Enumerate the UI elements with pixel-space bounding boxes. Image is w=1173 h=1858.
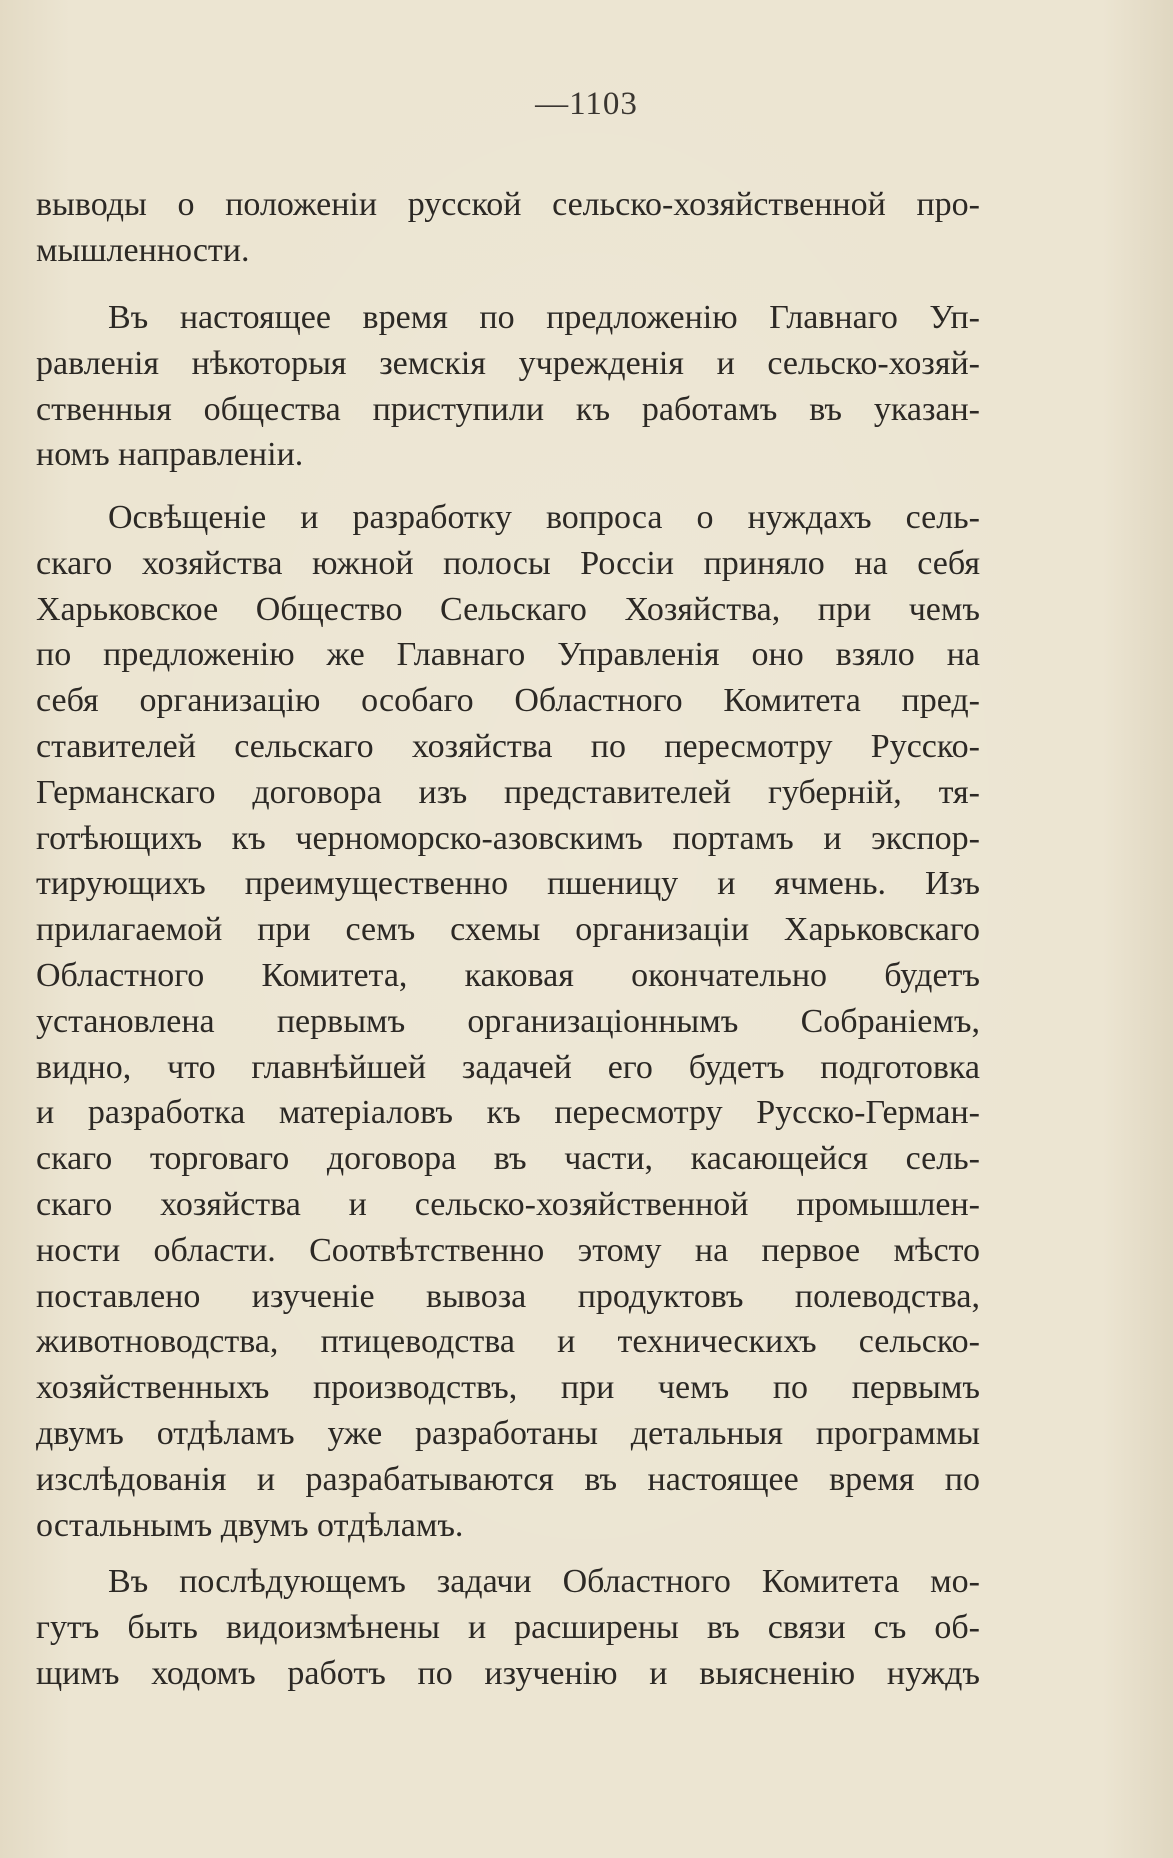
text-line: Харьковское Общество Сельскаго Хозяйства, при чемъ [36, 590, 980, 628]
text-line: выводы о положеніи русской сельско-хозяйственной про- [36, 186, 980, 223]
text-line: поставлено изученіе вывоза продуктовъ полеводства, [36, 1277, 980, 1315]
page-number: —1103 [535, 86, 638, 122]
paragraph-2 [36, 295, 980, 478]
text-line: ственныя общества приступили къ работамъ въ указан- [36, 390, 980, 428]
text-line: остальнымъ двумъ отдѣламъ. [36, 1506, 464, 1544]
text-line: Освѣщеніе и разработку вопроса о нуждахъ сель- [108, 499, 980, 536]
text-line: тирующихъ преимущественно пшеницу и ячмень. Изъ [36, 865, 980, 903]
text-line: Въ настоящее время по предложенію Главнаго Уп- [108, 299, 980, 336]
text-line: Въ послѣдующемъ задачи Областного Комитета мо- [108, 1563, 980, 1600]
text-line: ности области. Соотвѣтственно этому на первое мѣсто [36, 1231, 980, 1269]
text-line: готѣющихъ къ черноморско-азовскимъ портамъ и экспор- [36, 819, 980, 857]
text-line: изслѣдованія и разрабатываются въ настоящее время по [36, 1460, 980, 1498]
text-line: Областного Комитета, каковая окончательно будетъ [36, 956, 980, 994]
text-line: двумъ отдѣламъ уже разработаны детальныя программы [36, 1414, 980, 1452]
text-line: ставителей сельскаго хозяйства по пересмотру Русско- [36, 727, 980, 765]
text-line: по предложенію же Главнаго Управленія оно взяло на [36, 636, 980, 674]
text-line: видно, что главнѣйшей задачей его будетъ подготовка [36, 1048, 980, 1086]
text-line: номъ направленіи. [36, 436, 304, 474]
text-line: скаго торговаго договора въ части, касающейся сель- [36, 1140, 980, 1178]
text-line: себя организацію особаго Областного Комитета пред- [36, 682, 980, 720]
paragraph-3 [36, 495, 980, 1548]
text-line: Германскаго договора изъ представителей губерній, тя- [36, 773, 980, 811]
text-line: щимъ ходомъ работъ по изученію и выясненію нуждъ [36, 1654, 980, 1692]
text-line: гутъ быть видоизмѣнены и расширены въ связи съ об- [36, 1608, 980, 1646]
paragraph-4 [36, 1559, 980, 1696]
text-line: скаго хозяйства южной полосы Россіи приняло на себя [36, 544, 980, 582]
text-line: животноводства, птицеводства и техническихъ сельско- [36, 1323, 980, 1361]
text-line: и разработка матеріаловъ къ пересмотру Русско-Герман- [36, 1094, 980, 1132]
paragraph-1 [36, 182, 980, 274]
text-line: мышленности. [36, 231, 250, 269]
text-line: хозяйственныхъ производствъ, при чемъ по первымъ [36, 1369, 980, 1407]
text-line: прилагаемой при семъ схемы организаціи Харьковскаго [36, 911, 980, 949]
text-line: скаго хозяйства и сельско-хозяйственной промышлен- [36, 1185, 980, 1223]
text-line: установлена первымъ организаціоннымъ Собраніемъ, [36, 1002, 980, 1040]
text-line: равленія нѣкоторыя земскія учрежденія и сельско-хозяй- [36, 344, 980, 382]
